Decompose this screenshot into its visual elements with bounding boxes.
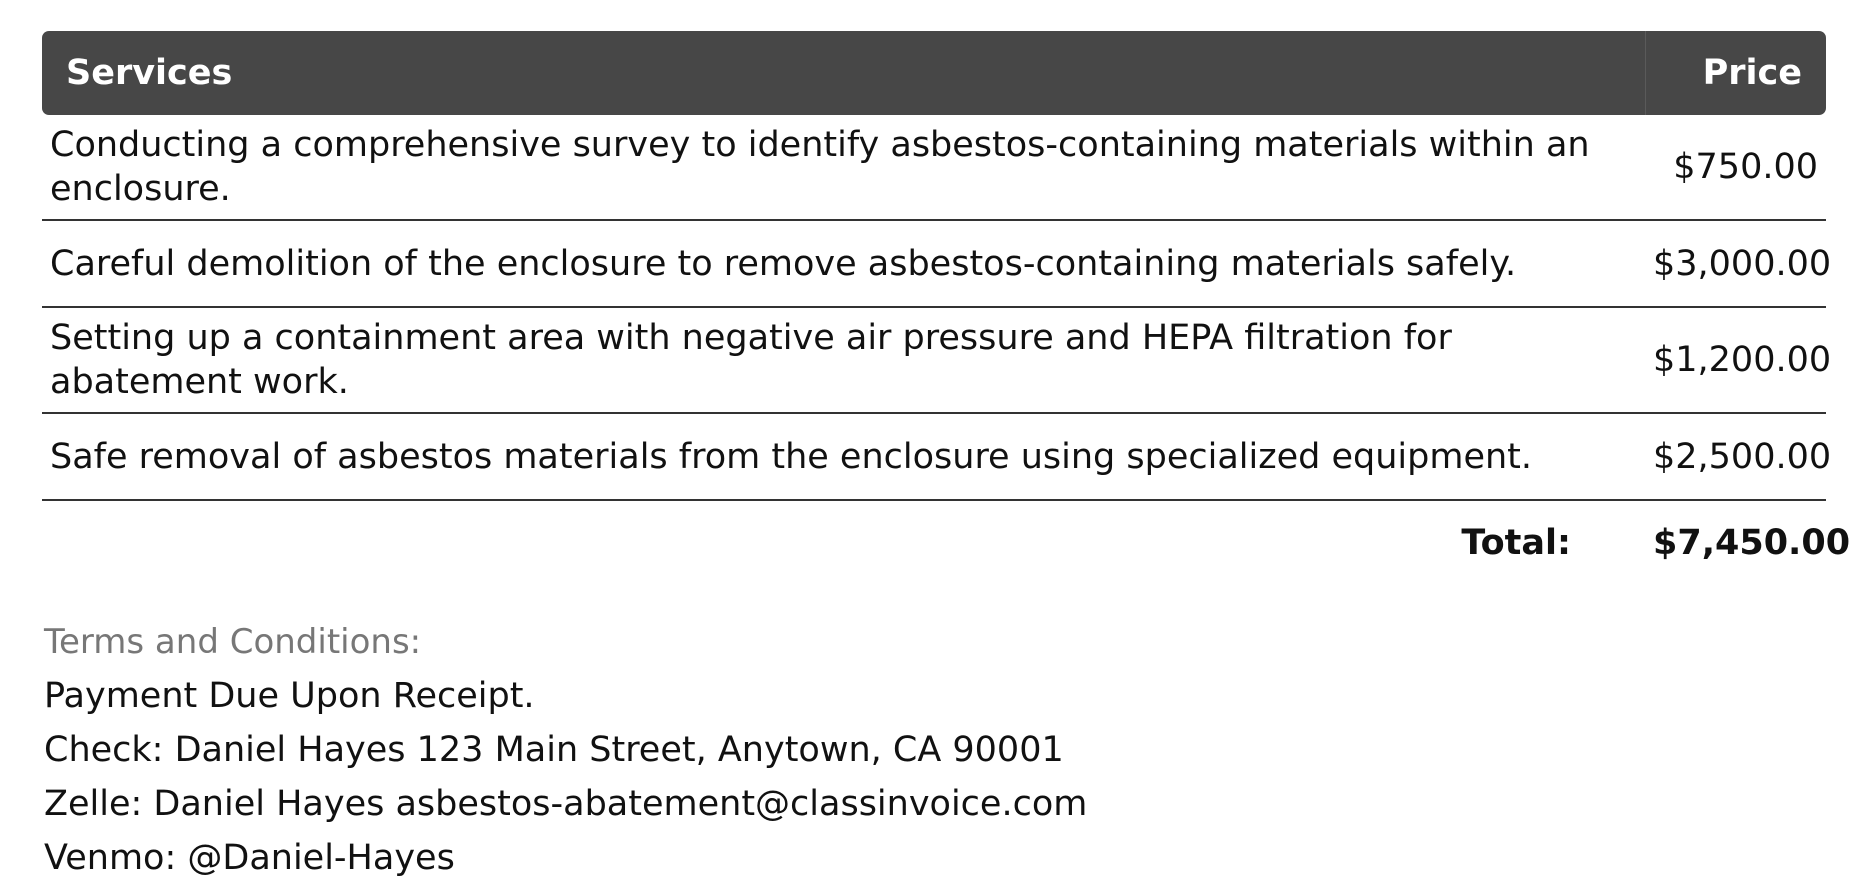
table-row bbox=[42, 307, 1826, 413]
service-price: $3,000.00 bbox=[1645, 220, 1826, 307]
total-label: Total: bbox=[1461, 523, 1571, 563]
terms-title: Terms and Conditions: bbox=[44, 622, 422, 662]
service-description: Conducting a comprehensive survey to identify asbestos-containing materials within an enclosure. bbox=[42, 115, 1645, 220]
service-description: Safe removal of asbestos materials from the enclosure using specialized equipment. bbox=[42, 413, 1645, 500]
table-footer bbox=[42, 500, 1851, 585]
table-row bbox=[42, 220, 1826, 307]
total-value: $7,450.00 bbox=[1653, 523, 1851, 563]
service-price: $2,500.00 bbox=[1645, 413, 1826, 500]
service-price: $750.00 bbox=[1645, 115, 1826, 220]
table-row bbox=[42, 115, 1826, 220]
table-header bbox=[42, 31, 1826, 115]
table-row bbox=[42, 413, 1826, 500]
price-column-header: Price bbox=[1645, 31, 1826, 115]
table-body bbox=[42, 115, 1832, 500]
zelle-payment-info: Zelle: Daniel Hayes asbestos-abatement@classinvoice.com bbox=[44, 784, 1088, 824]
header-row bbox=[42, 31, 1826, 115]
payment-due-note: Payment Due Upon Receipt. bbox=[44, 676, 535, 716]
services-column-header: Services bbox=[42, 31, 1645, 115]
service-description: Setting up a containment area with negative air pressure and HEPA filtration for abatement work. bbox=[42, 307, 1645, 413]
check-payment-info: Check: Daniel Hayes 123 Main Street, Anytown, CA 90001 bbox=[44, 730, 1064, 770]
total-row bbox=[42, 500, 1826, 585]
service-description: Careful demolition of the enclosure to remove asbestos-containing materials safely. bbox=[42, 220, 1645, 307]
service-price: $1,200.00 bbox=[1645, 307, 1826, 413]
terms-section bbox=[44, 620, 1744, 890]
services-table bbox=[42, 31, 1851, 585]
venmo-payment-info: Venmo: @Daniel-Hayes bbox=[44, 838, 455, 878]
